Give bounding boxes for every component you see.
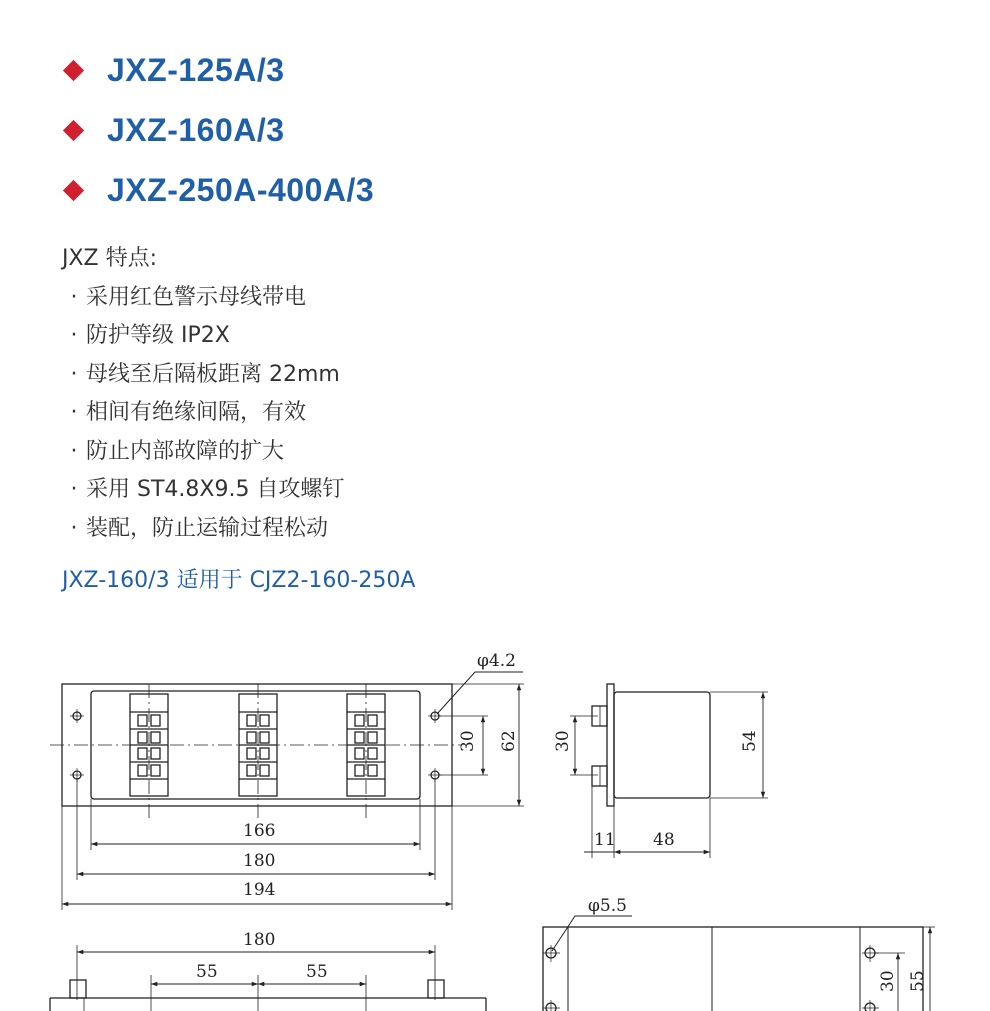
mounting-hole-icon: [70, 768, 84, 782]
model-label: JXZ-125A/3: [107, 51, 285, 88]
mounting-hole-icon: [70, 709, 84, 723]
front-view-labels: [243, 651, 519, 900]
features-title: JXZ 特点:: [62, 246, 158, 271]
bottom-view-labels: [196, 930, 328, 982]
dim-label: 54: [740, 730, 760, 752]
dim-label: 30: [458, 730, 478, 752]
bullet-dot: ·: [70, 438, 78, 464]
mount-view-labels: [588, 896, 928, 992]
applies-to-note: JXZ-160/3 适用于 CJZ2-160-250A: [62, 568, 416, 593]
bullet-dot: ·: [70, 400, 78, 425]
bottom-tab: [428, 980, 444, 998]
bullet-dot: ·: [70, 284, 78, 310]
mount-outline: [543, 927, 923, 1011]
side-flange: [607, 684, 614, 806]
mounting-hole-icon: [543, 945, 560, 962]
dim-label: 166: [243, 821, 276, 841]
mounting-hole-icon: [428, 768, 442, 782]
bottom-view: [50, 945, 486, 1011]
feature-text: 防护等级 IP2X: [86, 323, 230, 348]
dim-label: 194: [243, 880, 276, 900]
model-label: JXZ-160A/3: [107, 111, 285, 148]
dim-label: 180: [243, 930, 276, 950]
feature-text: 防止内部故障的扩大: [86, 438, 285, 464]
feature-text: 采用红色警示母线带电: [86, 284, 307, 310]
model-label: JXZ-250A-400A/3: [107, 171, 375, 208]
dim-label: 11: [594, 830, 616, 850]
dim-label: 48: [653, 830, 675, 850]
dim-label: 180: [243, 851, 276, 871]
side-tab: [592, 766, 607, 786]
dim-label: 55: [196, 962, 218, 982]
feature-text: 相间有绝缘间隔，有效: [86, 400, 307, 425]
bullet-dot: ·: [70, 515, 78, 541]
hole-label: φ4.2: [477, 651, 516, 671]
leader-line: [552, 916, 632, 951]
mounting-hole-icon: [862, 1000, 879, 1011]
bottom-tab: [70, 980, 86, 998]
dim-label: 30: [878, 970, 898, 992]
side-body: [614, 692, 710, 798]
dim-label: 55: [306, 962, 328, 982]
leader-line: [437, 672, 523, 714]
bullet-dot: ·: [70, 323, 78, 348]
bullet-dot: ·: [70, 477, 78, 502]
dim-label: 55: [908, 970, 928, 992]
front-view: [50, 672, 524, 910]
mounting-hole-icon: [862, 945, 879, 962]
bullet-dot: ·: [70, 361, 78, 387]
side-view-labels: [553, 730, 760, 850]
mount-view: [543, 916, 935, 1011]
hole-label: φ5.5: [588, 896, 627, 916]
dim-label: 30: [553, 730, 573, 752]
feature-text: 母线至后隔板距离 22mm: [86, 361, 340, 387]
feature-text: 采用 ST4.8X9.5 自攻螺钉: [86, 477, 345, 502]
feature-text: 装配，防止运输过程松动: [86, 515, 329, 541]
mounting-hole-icon: [543, 1000, 560, 1011]
dim-label: 62: [499, 730, 519, 752]
